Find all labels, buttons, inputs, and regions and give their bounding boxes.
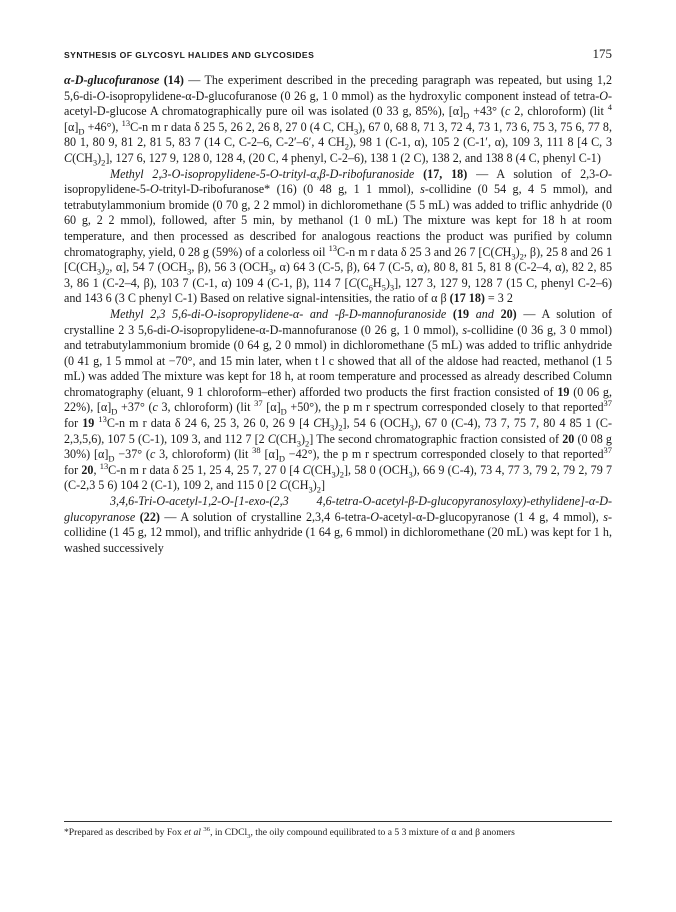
- text-run: c: [149, 447, 156, 462]
- text-run: C-n m r data δ 25 3 and 26 7 [C(: [337, 244, 495, 259]
- text-run: 3: [268, 266, 274, 277]
- text-run: et al: [184, 827, 201, 838]
- text-run: 3: [408, 469, 413, 480]
- text-run: 3: [389, 282, 395, 293]
- text-run: 6: [368, 282, 373, 293]
- text-run: 20: [81, 462, 94, 477]
- text-run: 13: [121, 117, 131, 128]
- text-run: 2: [339, 469, 345, 480]
- text-run: (22): [135, 509, 160, 524]
- text-run: H: [372, 275, 382, 290]
- text-run: O: [149, 182, 159, 197]
- text-run: for: [64, 462, 82, 477]
- text-run: s: [420, 182, 425, 197]
- text-run: (CH: [310, 462, 332, 477]
- text-run: 2: [105, 266, 110, 277]
- paragraph: [64, 167, 612, 307]
- text-run: 13: [99, 460, 109, 471]
- text-run: D: [108, 453, 115, 464]
- text-run: (CH: [72, 150, 93, 165]
- text-run: 2, chloroform) (lit: [510, 104, 608, 119]
- text-run: H: [321, 416, 331, 431]
- text-run: -acetyl-D-glucose A chromatographically pure oil was isolated (0 33 g, 85%), [α]: [64, 88, 612, 119]
- text-run: O: [96, 88, 106, 103]
- text-run: ): [97, 150, 102, 165]
- text-run: 2: [316, 484, 321, 495]
- text-run: for: [64, 416, 83, 431]
- text-run: (0 08 g 30%) [α]: [64, 431, 612, 462]
- text-run: s: [462, 322, 468, 337]
- text-run: ): [515, 244, 520, 259]
- text-run: 38: [252, 445, 261, 456]
- text-run: 37: [254, 398, 263, 409]
- text-run: 3: [96, 266, 102, 277]
- paragraph: [64, 494, 612, 556]
- text-run: 2: [101, 157, 106, 168]
- text-run: D: [278, 453, 285, 464]
- text-run: 3: [331, 469, 336, 480]
- text-run: C: [64, 150, 73, 165]
- text-run: H: [502, 244, 512, 259]
- running-title: SYNTHESIS OF GLYCOSYL HALIDES AND GLYCOSIDES: [64, 50, 315, 60]
- footnote-rule: [64, 821, 612, 822]
- text-run: Methyl 2,3 5,6-di-O-isopropylidene-α- and -β-D-mannofuranoside: [110, 306, 447, 321]
- text-run: [α]: [64, 119, 79, 134]
- text-run: , in CDCl: [210, 827, 248, 838]
- text-run: 3: [308, 484, 313, 495]
- text-run: ] The second chromatographic fraction consisted of: [309, 431, 563, 446]
- text-run: -isopropylidene-α-D-glucofuranose (0 26 g, 1 0 mmol) as the hydroxylic component instead of tetra-: [105, 88, 600, 103]
- text-run: 36: [203, 825, 211, 833]
- text-run: C-n m r data δ 24 6, 25 3, 26 0, 26 9 [4: [106, 416, 314, 431]
- text-run: -collidine (0 36 g, 3 0 mmol) and tetrabutylammonium bromide (0 64 g, 2 0 mmol) in dichloromethane (5 mL) was added to triflic anhydride (0 41 g, 1 5 mmol at −70°, and 15 min later, when t l c showed that all of the aldose had reacted, methanol (1 5 mL) was added The mixture was kept for 18 h, at room temperature and processed as already described Column chromatography (eluant, 9 1 chloroform–ether) afforded two products the first fraction consisted of: [64, 322, 612, 399]
- text-run: c: [152, 400, 158, 415]
- text-run: 3: [353, 126, 359, 137]
- text-run: (17, 18): [414, 166, 468, 181]
- text-run: 37: [603, 445, 612, 456]
- text-run: O: [599, 166, 608, 181]
- text-run: , α) 64 3 (C-5, β), 64 7 (C-5, α), 80 8, 81 5, 81 8 (C-2–4, α), 82 2, 85 3, 86 1 (C-2–4, β), 103 7 (C-1, α) 109 4 (C-1, β), 114 7 [: [64, 260, 612, 290]
- text-run: ), 98 1 (C-1, α), 105 2 (C-1′, α), 109 3, 111 8 [4 C, 3: [349, 135, 612, 150]
- text-run: O: [370, 509, 380, 524]
- page-number: 175: [592, 46, 612, 61]
- text-run: ): [312, 478, 317, 493]
- text-run: (19: [446, 306, 476, 321]
- text-run: 3: [247, 832, 251, 840]
- text-run: 20): [493, 306, 517, 321]
- text-run: 20: [562, 431, 575, 446]
- text-run: 13: [98, 414, 107, 425]
- text-run: +43° (: [469, 104, 505, 119]
- text-run: C: [279, 478, 288, 493]
- text-run: ): [101, 260, 106, 275]
- text-run: -collidine (0 54 g, 4 5 mmol), and tetrabutylammonium bromide (0 70 g, 2 2 mmol) in dichloromethane (5 5 mL) was added to triflic anhydride (0 60 g, 2 2 mmol), followed, after 5 min, by methanol (1 0 mL) The mixture was kept for 18 h at room temperature, and then processed as described for analogous reactions the product was purified by column chromatography, yield, 0 28 g (59%) of a colorless oil: [64, 182, 613, 259]
- text-run: ], 58 0 (OCH: [344, 462, 409, 477]
- text-run: ], 54 6 (OCH: [342, 416, 410, 431]
- text-run: C-n m r data δ 25 5, 26 2, 26 8, 27 0 (4 C, CH: [130, 119, 354, 134]
- text-run: +37° (: [117, 400, 153, 415]
- text-run: 3: [511, 250, 516, 261]
- text-run: (CH: [275, 431, 297, 446]
- article-body: [64, 71, 612, 556]
- text-run: [α]: [262, 400, 281, 415]
- text-run: −42°), the p m r spectrum corresponded closely to that reported: [284, 447, 604, 462]
- text-run: ), 67 0 (C-4), 73 7, 75 7, 80 4 85 1 (C-2,3,5,6), 107 5 (C-1), 109 3, and 112 7 [2: [64, 416, 613, 446]
- text-run: D: [463, 110, 470, 121]
- text-run: C: [267, 431, 276, 446]
- text-run: c: [504, 104, 511, 119]
- text-run: -isopropylidene-5-: [64, 166, 612, 197]
- text-run: and: [475, 306, 494, 321]
- text-run: α-D-glucofuranose: [64, 73, 160, 87]
- text-run: 2: [344, 141, 349, 152]
- text-run: ): [385, 275, 390, 290]
- text-run: — A solution of crystalline 2,3,4 6-tetra-: [159, 509, 371, 524]
- text-run: [α]: [260, 447, 279, 462]
- text-run: — The experiment described in the preceding paragraph was repeated, but using 1,2 5,6-di-: [64, 73, 612, 103]
- text-run: D: [78, 126, 85, 137]
- text-run: , β), 56 3 (OCH: [191, 260, 269, 275]
- text-run: 2: [338, 422, 343, 433]
- text-run: ]: [320, 478, 325, 493]
- text-run: -isopropylidene-α-D-mannofuranose (0 26 g, 1 0 mmol),: [179, 322, 463, 337]
- text-run: +46°),: [84, 119, 122, 134]
- text-run: 2: [519, 250, 524, 261]
- text-run: s: [603, 509, 608, 524]
- running-head: [64, 46, 612, 68]
- text-run: 2: [305, 438, 310, 449]
- text-run: = 3 2: [484, 291, 513, 306]
- text-run: 3: [330, 422, 335, 433]
- text-run: 3: [409, 422, 414, 433]
- text-run: 4: [607, 102, 613, 113]
- text-run: D: [111, 406, 118, 417]
- text-run: (C: [356, 275, 369, 290]
- text-run: O: [599, 88, 608, 103]
- body-text: [64, 73, 612, 556]
- text-run: 3: [296, 438, 301, 449]
- text-run: 19: [82, 416, 95, 431]
- text-run: O: [170, 322, 180, 337]
- text-run: −37° (: [114, 447, 150, 462]
- text-run: — A solution of crystalline 2 3 5,6-di-: [64, 306, 612, 337]
- text-run: ), 67 0, 68 8, 71 3, 72 4, 73 1, 73 6, 75 3, 75 6, 77 8, 80 1, 80 9, 81 2, 81 5, 83 7 (14 C, C-2–6, C-2′–6′, 4 CH: [64, 119, 612, 150]
- footnote: [64, 826, 612, 839]
- text-run: , α], 54 7 (OCH: [109, 260, 188, 275]
- text-run: -collidine (1 45 g, 12 mmol), and triflic anhydride (1 64 g, 6 mmol) in dichloromethane (20 mL) was kept for 1 h, washed successively: [64, 509, 613, 555]
- text-run: 3: [92, 157, 98, 168]
- text-run: , the oily compound equilibrated to a 5 3 mixture of α and β anomers: [250, 827, 515, 838]
- text-run: C: [348, 275, 357, 290]
- text-run: ,: [93, 462, 100, 477]
- paragraph: [64, 307, 612, 494]
- text-run: ): [300, 431, 305, 446]
- text-run: 3: [187, 266, 192, 277]
- text-run: C-n m r data δ 25 1, 25 4, 25 7, 27 0 [4: [108, 462, 303, 477]
- text-run: Methyl 2,3-O-isopropylidene-5-O-trityl-α,β-D-ribofuranoside: [110, 166, 415, 181]
- text-run: 3,4,6-Tri-O-acetyl-1,2-O-[1-exo-(2,3 4,6-tetra-O-acetyl-β-D-glucopyranosyloxy)-ethylidene]-α-D-glucopyranose: [64, 494, 612, 524]
- text-run: ), 66 9 (C-4), 73 4, 77 3, 79 2, 79 2, 79 7 (C-2,3 5 6) 104 2 (C-1), 109 2, and 115 0 [2: [64, 462, 613, 493]
- text-run: — A solution of 2,3-: [467, 166, 600, 181]
- text-run: 5: [381, 282, 386, 293]
- text-run: C: [302, 462, 311, 477]
- text-run: ): [334, 416, 339, 431]
- text-run: (0 06 g, 22%), [α]: [64, 384, 613, 415]
- text-run: C: [494, 244, 503, 259]
- text-run: 37: [603, 398, 613, 409]
- text-run: (17 18): [449, 291, 485, 306]
- text-run: (14): [159, 73, 184, 87]
- text-run: ): [335, 462, 340, 477]
- text-run: 3, chloroform) (lit: [157, 400, 255, 415]
- text-run: , β), 25 8 and 26 1 [C(CH: [64, 244, 612, 275]
- text-run: +50°), the p m r spectrum corresponded closely to that reported: [286, 400, 604, 415]
- paragraph: [64, 73, 612, 167]
- text-run: (CH: [287, 478, 309, 493]
- text-run: C: [313, 416, 322, 431]
- text-run: D: [280, 406, 287, 417]
- text-run: 13: [328, 242, 338, 253]
- text-run: 3, chloroform) (lit: [155, 447, 253, 462]
- text-run: ], 127 3, 127 9, 128 7 (15 C, phenyl C-2–6) and 143 6 (3 C phenyl C-1) Based on relative signal-intensities, the ratio of α β: [64, 275, 612, 306]
- text-run: -acetyl-α-D-glucopyranose (1 4 g, 4 mmol),: [379, 509, 604, 524]
- text-run: ], 127 6, 127 9, 128 0, 128 4, (20 C, 4 phenyl, C-2–6), 138 1 (2 C), 138 2, and 138 8 (4 C, phenyl C-1): [105, 150, 601, 165]
- text-run: -trityl-D-ribofuranose* (16) (0 48 g, 1 1 mmol),: [158, 182, 421, 197]
- text-run: *Prepared as described by Fox: [64, 827, 185, 838]
- text-run: 19: [557, 384, 570, 399]
